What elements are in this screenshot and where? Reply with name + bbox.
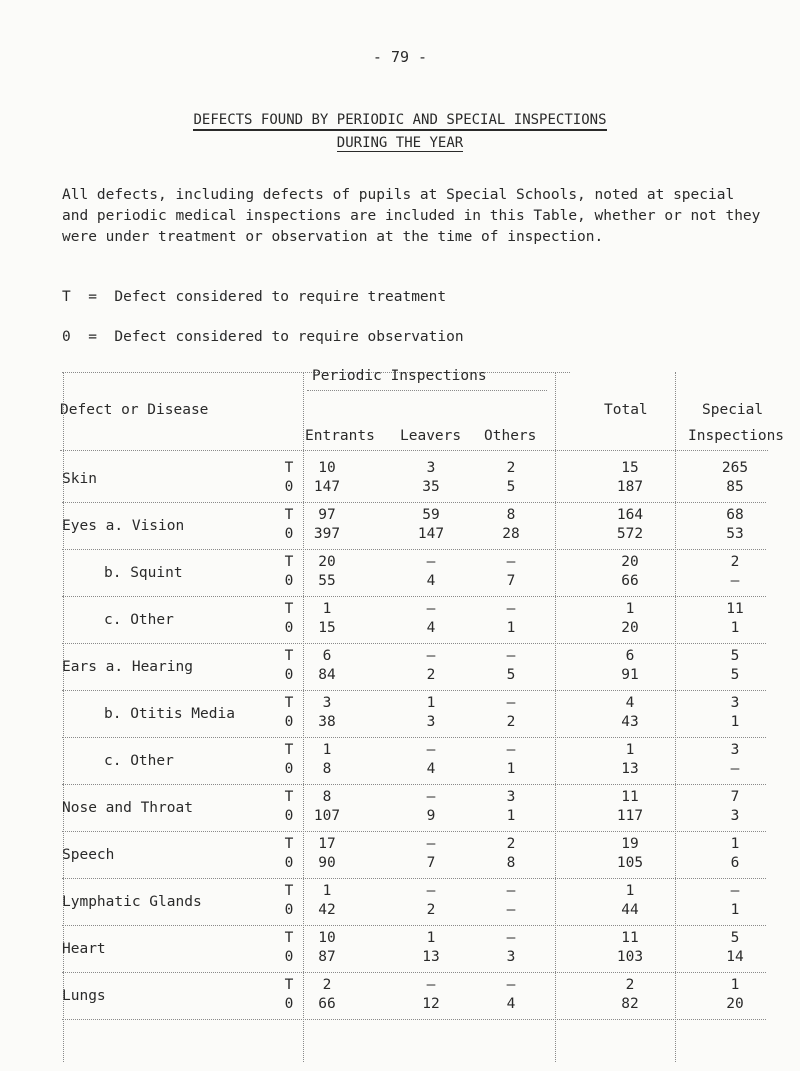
table-row [0, 695, 800, 735]
entrants-observation-value: 87 [318, 949, 336, 965]
observation-marker: 0 [284, 761, 294, 777]
row-separator [62, 643, 766, 644]
others-observation-value: 2 [506, 714, 516, 730]
header-entrants: Entrants [305, 428, 375, 444]
special-observation-value: 1 [730, 902, 740, 918]
special-treatment-value: – [730, 883, 740, 899]
table-row [0, 554, 800, 594]
row-separator [62, 972, 766, 973]
entrants-treatment-value: 97 [318, 507, 336, 523]
entrants-treatment-value: 17 [318, 836, 336, 852]
header-others: Others [484, 428, 537, 444]
others-observation-value: 1 [506, 808, 516, 824]
leavers-treatment-value: 1 [426, 930, 436, 946]
table-row [0, 601, 800, 641]
total-treatment-value: 1 [625, 883, 635, 899]
row-separator [62, 925, 766, 926]
leavers-treatment-value: – [426, 883, 436, 899]
others-observation-value: 5 [506, 667, 516, 683]
legend-observation: 0 = Defect considered to require observation [62, 329, 464, 345]
leavers-observation-value: 2 [426, 667, 436, 683]
entrants-treatment-value: 6 [322, 648, 332, 664]
leavers-treatment-value: – [426, 554, 436, 570]
others-observation-value: 8 [506, 855, 516, 871]
header-leavers: Leavers [400, 428, 462, 444]
special-observation-value: 14 [726, 949, 744, 965]
treatment-marker: T [284, 695, 294, 711]
others-observation-value: – [506, 902, 516, 918]
others-treatment-value: – [506, 695, 516, 711]
row-label: Eyes a. Vision [62, 518, 185, 534]
leavers-observation-value: 7 [426, 855, 436, 871]
total-observation-value: 91 [621, 667, 639, 683]
others-treatment-value: – [506, 977, 516, 993]
leavers-treatment-value: – [426, 601, 436, 617]
special-treatment-value: 3 [730, 742, 740, 758]
entrants-treatment-value: 3 [322, 695, 332, 711]
entrants-observation-value: 107 [313, 808, 341, 824]
entrants-treatment-value: 1 [322, 601, 332, 617]
leavers-observation-value: 3 [426, 714, 436, 730]
entrants-observation-value: 55 [318, 573, 336, 589]
row-separator [62, 831, 766, 832]
special-observation-value: 5 [730, 667, 740, 683]
treatment-marker: T [284, 742, 294, 758]
entrants-treatment-value: 1 [322, 742, 332, 758]
others-observation-value: 3 [506, 949, 516, 965]
observation-marker: 0 [284, 714, 294, 730]
observation-marker: 0 [284, 902, 294, 918]
total-observation-value: 117 [616, 808, 644, 824]
entrants-treatment-value: 1 [322, 883, 332, 899]
table-row [0, 836, 800, 876]
row-separator [62, 784, 766, 785]
special-treatment-value: 7 [730, 789, 740, 805]
leavers-observation-value: 2 [426, 902, 436, 918]
leavers-observation-value: 147 [417, 526, 445, 542]
others-treatment-value: – [506, 883, 516, 899]
row-label: Skin [62, 471, 97, 487]
entrants-treatment-value: 2 [322, 977, 332, 993]
total-observation-value: 82 [621, 996, 639, 1012]
table-row [0, 742, 800, 782]
total-observation-value: 44 [621, 902, 639, 918]
leavers-treatment-value: – [426, 789, 436, 805]
total-treatment-value: 11 [621, 789, 639, 805]
entrants-treatment-value: 10 [318, 930, 336, 946]
page-subtitle [0, 135, 800, 151]
special-observation-value: 3 [730, 808, 740, 824]
special-treatment-value: 11 [726, 601, 744, 617]
treatment-marker: T [284, 601, 294, 617]
row-label: b. Otitis Media [104, 706, 235, 722]
row-label: Lymphatic Glands [62, 894, 202, 910]
row-separator [62, 502, 766, 503]
special-treatment-value: 3 [730, 695, 740, 711]
header-bottom-rule [60, 450, 768, 451]
total-observation-value: 66 [621, 573, 639, 589]
total-treatment-value: 1 [625, 601, 635, 617]
others-observation-value: 5 [506, 479, 516, 495]
leavers-observation-value: 13 [422, 949, 440, 965]
row-separator [62, 549, 766, 550]
leavers-treatment-value: 1 [426, 695, 436, 711]
others-treatment-value: 8 [506, 507, 516, 523]
total-treatment-value: 19 [621, 836, 639, 852]
row-label: Lungs [62, 988, 106, 1004]
observation-marker: 0 [284, 949, 294, 965]
others-treatment-value: – [506, 648, 516, 664]
entrants-treatment-value: 10 [318, 460, 336, 476]
total-observation-value: 20 [621, 620, 639, 636]
special-observation-value: 20 [726, 996, 744, 1012]
header-defect: Defect or Disease [60, 402, 209, 418]
total-observation-value: 572 [616, 526, 644, 542]
entrants-observation-value: 147 [313, 479, 341, 495]
others-treatment-value: 3 [506, 789, 516, 805]
treatment-marker: T [284, 554, 294, 570]
entrants-observation-value: 8 [322, 761, 332, 777]
others-treatment-value: – [506, 554, 516, 570]
total-treatment-value: 164 [616, 507, 644, 523]
observation-marker: 0 [284, 479, 294, 495]
observation-marker: 0 [284, 667, 294, 683]
treatment-marker: T [284, 789, 294, 805]
row-separator [62, 878, 766, 879]
row-label: Speech [62, 847, 115, 863]
table-row [0, 930, 800, 970]
entrants-treatment-value: 20 [318, 554, 336, 570]
special-observation-value: 1 [730, 620, 740, 636]
total-treatment-value: 15 [621, 460, 639, 476]
leavers-observation-value: 4 [426, 761, 436, 777]
others-treatment-value: 2 [506, 460, 516, 476]
intro-paragraph: All defects, including defects of pupils at Special Schools, noted at special and periodic medical inspections are included in this Table, whether or not they were under treatment or observation at the time of inspection. [62, 187, 761, 245]
table-row [0, 789, 800, 829]
entrants-observation-value: 90 [318, 855, 336, 871]
special-observation-value: – [730, 573, 740, 589]
special-observation-value: 1 [730, 714, 740, 730]
others-observation-value: 28 [502, 526, 520, 542]
others-treatment-value: – [506, 601, 516, 617]
page-title [0, 112, 800, 128]
others-observation-value: 1 [506, 761, 516, 777]
total-observation-value: 13 [621, 761, 639, 777]
total-treatment-value: 4 [625, 695, 635, 711]
observation-marker: 0 [284, 996, 294, 1012]
leavers-treatment-value: 3 [426, 460, 436, 476]
header-special-line1: Special [702, 402, 764, 418]
treatment-marker: T [284, 648, 294, 664]
table-row [0, 507, 800, 547]
leavers-observation-value: 4 [426, 620, 436, 636]
total-observation-value: 105 [616, 855, 644, 871]
row-separator [62, 1019, 766, 1020]
observation-marker: 0 [284, 808, 294, 824]
legend-treatment: T = Defect considered to require treatment [62, 289, 447, 305]
leavers-observation-value: 12 [422, 996, 440, 1012]
treatment-marker: T [284, 977, 294, 993]
special-observation-value: 6 [730, 855, 740, 871]
entrants-observation-value: 66 [318, 996, 336, 1012]
others-observation-value: 7 [506, 573, 516, 589]
others-observation-value: 4 [506, 996, 516, 1012]
treatment-marker: T [284, 930, 294, 946]
special-treatment-value: 2 [730, 554, 740, 570]
special-observation-value: 53 [726, 526, 744, 542]
row-label: Heart [62, 941, 106, 957]
leavers-treatment-value: 59 [422, 507, 440, 523]
total-observation-value: 43 [621, 714, 639, 730]
leavers-observation-value: 9 [426, 808, 436, 824]
observation-marker: 0 [284, 855, 294, 871]
special-treatment-value: 1 [730, 977, 740, 993]
treatment-marker: T [284, 460, 294, 476]
header-periodic-rule [307, 390, 547, 391]
total-treatment-value: 6 [625, 648, 635, 664]
special-treatment-value: 265 [721, 460, 749, 476]
leavers-treatment-value: – [426, 977, 436, 993]
treatment-marker: T [284, 836, 294, 852]
header-periodic: Periodic Inspections [312, 368, 487, 384]
leavers-treatment-value: – [426, 742, 436, 758]
treatment-marker: T [284, 883, 294, 899]
total-treatment-value: 2 [625, 977, 635, 993]
observation-marker: 0 [284, 620, 294, 636]
entrants-observation-value: 84 [318, 667, 336, 683]
entrants-observation-value: 397 [313, 526, 341, 542]
page-number: - 79 - [372, 48, 428, 66]
entrants-observation-value: 42 [318, 902, 336, 918]
leavers-observation-value: 35 [422, 479, 440, 495]
others-treatment-value: – [506, 930, 516, 946]
treatment-marker: T [284, 507, 294, 523]
table-row [0, 977, 800, 1017]
observation-marker: 0 [284, 573, 294, 589]
others-treatment-value: – [506, 742, 516, 758]
row-label: c. Other [104, 612, 174, 628]
header-total: Total [604, 402, 648, 418]
total-treatment-value: 11 [621, 930, 639, 946]
table-row [0, 460, 800, 500]
leavers-treatment-value: – [426, 836, 436, 852]
leavers-treatment-value: – [426, 648, 436, 664]
entrants-observation-value: 15 [318, 620, 336, 636]
total-treatment-value: 20 [621, 554, 639, 570]
table-row [0, 883, 800, 923]
observation-marker: 0 [284, 526, 294, 542]
special-observation-value: 85 [726, 479, 744, 495]
row-label: c. Other [104, 753, 174, 769]
row-label: Nose and Throat [62, 800, 193, 816]
special-treatment-value: 68 [726, 507, 744, 523]
others-treatment-value: 2 [506, 836, 516, 852]
header-special-line2: Inspections [688, 428, 785, 444]
special-observation-value: – [730, 761, 740, 777]
row-separator [62, 737, 766, 738]
row-label: Ears a. Hearing [62, 659, 193, 675]
table-row [0, 648, 800, 688]
entrants-treatment-value: 8 [322, 789, 332, 805]
total-observation-value: 187 [616, 479, 644, 495]
leavers-observation-value: 4 [426, 573, 436, 589]
row-label: b. Squint [104, 565, 183, 581]
total-treatment-value: 1 [625, 742, 635, 758]
row-separator [62, 690, 766, 691]
page-subtitle-text: DURING THE YEAR [336, 135, 464, 151]
others-observation-value: 1 [506, 620, 516, 636]
special-treatment-value: 5 [730, 930, 740, 946]
page-title-text: DEFECTS FOUND BY PERIODIC AND SPECIAL INSPECTIONS [193, 112, 606, 131]
entrants-observation-value: 38 [318, 714, 336, 730]
row-separator [62, 596, 766, 597]
total-observation-value: 103 [616, 949, 644, 965]
special-treatment-value: 1 [730, 836, 740, 852]
special-treatment-value: 5 [730, 648, 740, 664]
